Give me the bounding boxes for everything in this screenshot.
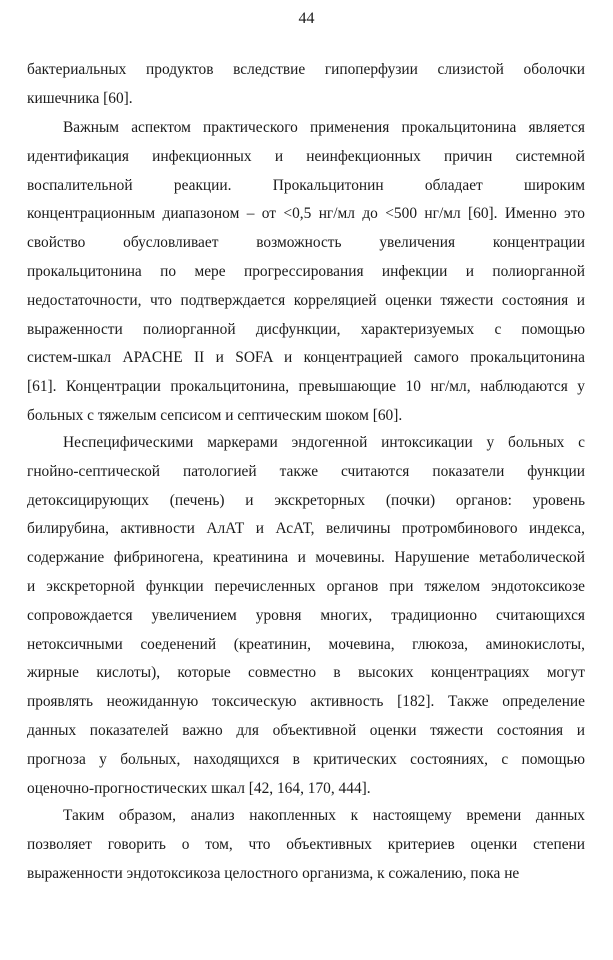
text-line: больных с тяжелым сепсисом и септическим шоком [60].	[27, 406, 403, 424]
text-line: жирные кислоты), которые совместно в высоких концентрациях могут	[27, 664, 585, 682]
page-number: 44	[298, 10, 315, 27]
text-line: бактериальных продуктов вследствие гипоперфузии слизистой оболочки	[27, 61, 585, 78]
text-line: содержание фибриногена, креатинина и мочевины. Нарушение метаболической	[27, 549, 585, 567]
text-line: идентификация инфекционных и неинфекционных причин системной	[27, 147, 585, 165]
text-line: билирубина, активности АлАТ и АсАТ, величины протромбинового индекса,	[27, 520, 585, 538]
text-line: проявлять неожиданную токсическую активность [182]. Также определение	[27, 693, 585, 711]
text-line: Важным аспектом практического применения прокальцитонина является	[63, 119, 585, 136]
text-line: выраженности эндотоксикоза целостного организма, к сожалению, пока не	[27, 864, 520, 882]
text-line: и экскреторной функции перечисленных органов при тяжелом эндотоксикозе	[27, 577, 585, 595]
text-line: систем-шкал APACHE II и SOFA и концентрацией самого прокальцитонина	[27, 349, 585, 367]
text-line: данных показателей важно для объективной оценки тяжести состояния и	[27, 721, 585, 739]
text-line: выраженности полиорганной дисфункции, характеризуемых с помощью	[27, 320, 585, 338]
text-line: свойство обусловливает возможность увеличения концентрации	[27, 234, 585, 252]
text-line: гнойно-септической патологией также считаются показатели функции	[27, 462, 585, 480]
text-line: Таким образом, анализ накопленных к настоящему времени данных	[63, 807, 585, 824]
paragraph	[27, 802, 585, 888]
paragraph	[27, 56, 585, 114]
text-line: детоксицирующих (печень) и экскреторных (почки) органов: уровень	[27, 491, 585, 509]
text-line: позволяет говорить о том, что объективных критериев оценки степени	[27, 835, 585, 853]
text-line: нетоксичными соеденений (креатинин, мочевина, глюкоза, аминокислоты,	[27, 635, 585, 653]
text-line: кишечника [60].	[27, 89, 133, 107]
text-line: оценочно-прогностических шкал [42, 164, 170, 444].	[27, 779, 371, 797]
text-line: [61]. Концентрации прокальцитонина, превышающие 10 нг/мл, наблюдаются у	[27, 378, 585, 396]
paragraph	[27, 429, 585, 803]
paragraph	[27, 114, 585, 431]
text-line: прокальцитонина по мере прогрессирования инфекции и полиорганной	[27, 262, 585, 280]
text-line: концентрационным диапазоном – от <0,5 нг/мл до <500 нг/мл [60]. Именно это	[27, 205, 585, 223]
text-line: сопровождается увеличением уровня многих, традиционно считающихся	[27, 606, 585, 624]
text-line: прогноза у больных, находящихся в критических состояниях, с помощью	[27, 750, 585, 768]
text-line: Неспецифическими маркерами эндогенной интоксикации у больных с	[63, 434, 585, 451]
text-line: воспалительной реакции. Прокальцитонин обладает широким	[27, 176, 585, 194]
text-line: недостаточности, что подтверждается корреляцией оценки тяжести состояния и	[27, 291, 585, 309]
